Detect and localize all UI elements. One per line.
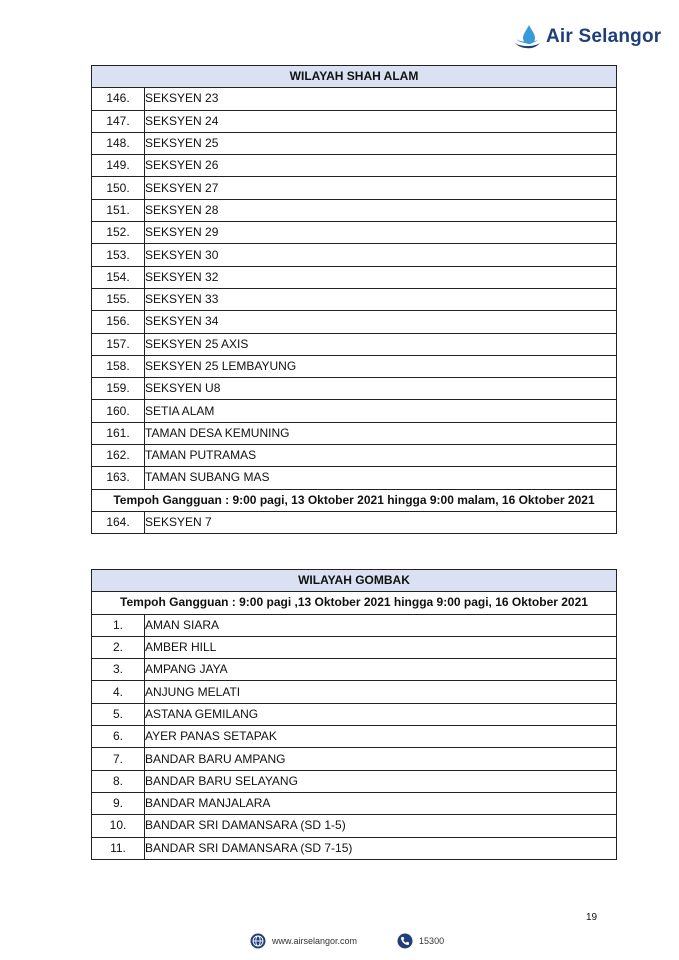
table-row — [92, 378, 617, 400]
table-row — [92, 614, 617, 636]
table-row — [92, 726, 617, 748]
table-row — [92, 132, 617, 154]
water-drop-icon — [512, 22, 542, 52]
row-number: 162. — [92, 445, 145, 467]
row-number: 164. — [92, 511, 145, 533]
region-title: WILAYAH GOMBAK — [92, 570, 617, 592]
row-number: 158. — [92, 355, 145, 377]
area-name: BANDAR SRI DAMANSARA (SD 1-5) — [145, 815, 617, 837]
area-name: AMAN SIARA — [145, 614, 617, 636]
row-number: 160. — [92, 400, 145, 422]
row-number: 7. — [92, 748, 145, 770]
table-row — [92, 703, 617, 725]
row-number: 147. — [92, 110, 145, 132]
air-selangor-logo — [512, 20, 661, 54]
table-header-row — [92, 66, 617, 88]
table-row — [92, 636, 617, 658]
row-number: 146. — [92, 88, 145, 110]
area-name: BANDAR MANJALARA — [145, 792, 617, 814]
table-row — [92, 815, 617, 837]
row-number: 159. — [92, 378, 145, 400]
area-name: TAMAN SUBANG MAS — [145, 467, 617, 489]
table-row — [92, 467, 617, 489]
row-number: 4. — [92, 681, 145, 703]
row-number: 149. — [92, 155, 145, 177]
area-name: SEKSYEN 25 LEMBAYUNG — [145, 355, 617, 377]
disruption-period: Tempoh Gangguan : 9:00 pagi ,13 Oktober 2021 hingga 9:00 pagi, 16 Oktober 2021 — [92, 592, 617, 614]
row-number: 3. — [92, 659, 145, 681]
area-name: SEKSYEN 33 — [145, 288, 617, 310]
region-title: WILAYAH SHAH ALAM — [92, 66, 617, 88]
row-number: 154. — [92, 266, 145, 288]
table-row — [92, 199, 617, 221]
table-row — [92, 422, 617, 444]
page-number: 19 — [586, 912, 598, 923]
table-row — [92, 333, 617, 355]
shah-alam-table — [91, 65, 617, 534]
table-row — [92, 177, 617, 199]
table-row — [92, 311, 617, 333]
table-row — [92, 266, 617, 288]
area-name: SEKSYEN 24 — [145, 110, 617, 132]
area-name: SEKSYEN 23 — [145, 88, 617, 110]
table-row — [92, 837, 617, 859]
area-name: TAMAN PUTRAMAS — [145, 445, 617, 467]
area-name: SEKSYEN 30 — [145, 244, 617, 266]
table-row — [92, 88, 617, 110]
area-name: SEKSYEN 7 — [145, 511, 617, 533]
row-number: 161. — [92, 422, 145, 444]
row-number: 163. — [92, 467, 145, 489]
area-name: SEKSYEN 26 — [145, 155, 617, 177]
row-number: 148. — [92, 132, 145, 154]
area-name: AMPANG JAYA — [145, 659, 617, 681]
area-name: SEKSYEN 25 AXIS — [145, 333, 617, 355]
table-row — [92, 748, 617, 770]
table-row — [92, 222, 617, 244]
gombak-table — [91, 569, 617, 860]
area-name: SEKSYEN 34 — [145, 311, 617, 333]
area-name: ASTANA GEMILANG — [145, 703, 617, 725]
area-name: SETIA ALAM — [145, 400, 617, 422]
row-number: 151. — [92, 199, 145, 221]
table-row — [92, 770, 617, 792]
area-name: AMBER HILL — [145, 636, 617, 658]
row-number: 8. — [92, 770, 145, 792]
phone-icon — [397, 933, 413, 949]
row-number: 155. — [92, 288, 145, 310]
row-number: 5. — [92, 703, 145, 725]
row-number: 2. — [92, 636, 145, 658]
globe-icon — [250, 933, 266, 949]
table-row — [92, 792, 617, 814]
area-name: AYER PANAS SETAPAK — [145, 726, 617, 748]
table-row — [92, 511, 617, 533]
row-number: 157. — [92, 333, 145, 355]
table-row — [92, 155, 617, 177]
area-name: BANDAR BARU AMPANG — [145, 748, 617, 770]
row-number: 152. — [92, 222, 145, 244]
area-name: TAMAN DESA KEMUNING — [145, 422, 617, 444]
area-name: BANDAR SRI DAMANSARA (SD 7-15) — [145, 837, 617, 859]
period-row — [92, 592, 617, 614]
area-name: SEKSYEN 25 — [145, 132, 617, 154]
area-name: SEKSYEN U8 — [145, 378, 617, 400]
row-number: 1. — [92, 614, 145, 636]
row-number: 9. — [92, 792, 145, 814]
table-row — [92, 400, 617, 422]
area-name: BANDAR BARU SELAYANG — [145, 770, 617, 792]
area-name: SEKSYEN 27 — [145, 177, 617, 199]
website-link[interactable]: www.airselangor.com — [272, 936, 358, 946]
area-name: SEKSYEN 32 — [145, 266, 617, 288]
row-number: 153. — [92, 244, 145, 266]
row-number: 6. — [92, 726, 145, 748]
table-row — [92, 355, 617, 377]
row-number: 11. — [92, 837, 145, 859]
table-row — [92, 110, 617, 132]
row-number: 10. — [92, 815, 145, 837]
row-number: 150. — [92, 177, 145, 199]
brand-name: Air Selangor — [546, 26, 662, 47]
phone-number[interactable]: 15300 — [419, 936, 445, 946]
period-row — [92, 489, 617, 511]
table-row — [92, 681, 617, 703]
table-row — [92, 288, 617, 310]
table-row — [92, 244, 617, 266]
disruption-period: Tempoh Gangguan : 9:00 pagi, 13 Oktober 2021 hingga 9:00 malam, 16 Oktober 2021 — [92, 489, 617, 511]
table-row — [92, 659, 617, 681]
table-row — [92, 445, 617, 467]
table-header-row — [92, 570, 617, 592]
area-name: SEKSYEN 29 — [145, 222, 617, 244]
row-number: 156. — [92, 311, 145, 333]
footer — [250, 933, 444, 949]
area-name: ANJUNG MELATI — [145, 681, 617, 703]
area-name: SEKSYEN 28 — [145, 199, 617, 221]
